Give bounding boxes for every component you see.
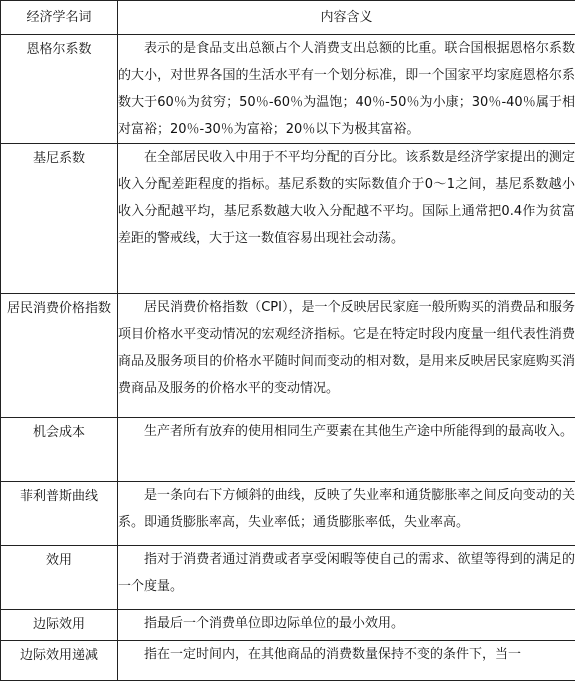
table-row [1,294,575,418]
table-row [1,610,575,641]
definition-cell: 居民消费价格指数（CPI），是一个反映居民家庭一般所购买的消费品和服务项目价格水平变动情况的宏观经济指标。它是在特定时段内度量一组代表性消费商品及服务项目的价格水平随时间而变动的相对数，是用来反映居民家庭购买消费商品及服务的价格水平的变动情况。 [118,294,575,418]
definition-cell: 在全部居民收入中用于不平均分配的百分比。该系数是经济学家提出的测定收入分配差距程度的指标。基尼系数的实际数值介于0～1之间，基尼系数越小收入分配越平均，基尼系数越大收入分配越不平均。国际上通常把0.4作为贫富差距的警戒线，大于这一数值容易出现社会动荡。 [118,144,575,294]
table-row [1,418,575,482]
term-cell: 居民消费价格指数 [1,294,118,418]
term-cell: 基尼系数 [1,144,118,294]
term-cell: 菲利普斯曲线 [1,482,118,546]
definition-cell: 是一条向右下方倾斜的曲线，反映了失业率和通货膨胀率之间反向变动的关系。即通货膨胀率高，失业率低；通货膨胀率低，失业率高。 [118,482,575,546]
header-definition: 内容含义 [118,1,575,35]
term-cell: 恩格尔系数 [1,35,118,144]
table-header-row [1,1,575,35]
definition-cell: 指对于消费者通过消费或者享受闲暇等使自己的需求、欲望等得到的满足的一个度量。 [118,546,575,610]
definition-cell: 生产者所有放弃的使用相同生产要素在其他生产途中所能得到的最高收入。 [118,418,575,482]
table-row [1,35,575,144]
table-row [1,546,575,610]
term-cell: 效用 [1,546,118,610]
definition-cell: 指最后一个消费单位即边际单位的最小效用。 [118,610,575,641]
term-cell: 机会成本 [1,418,118,482]
table-row [1,482,575,546]
header-term: 经济学名词 [1,1,118,35]
table-row [1,641,575,681]
term-cell: 边际效用 [1,610,118,641]
term-cell: 边际效用递减 [1,641,118,681]
table-row [1,144,575,294]
definition-cell: 指在一定时间内，在其他商品的消费数量保持不变的条件下，当一 [118,641,575,681]
definition-cell: 表示的是食品支出总额占个人消费支出总额的比重。联合国根据恩格尔系数的大小，对世界各国的生活水平有一个划分标准，即一个国家平均家庭恩格尔系数大于60％为贫穷；50％-60％为温饱；40％-50％为小康；30％-40％属于相对富裕；20％-30％为富裕；20％以下为极其富裕。 [118,35,575,144]
